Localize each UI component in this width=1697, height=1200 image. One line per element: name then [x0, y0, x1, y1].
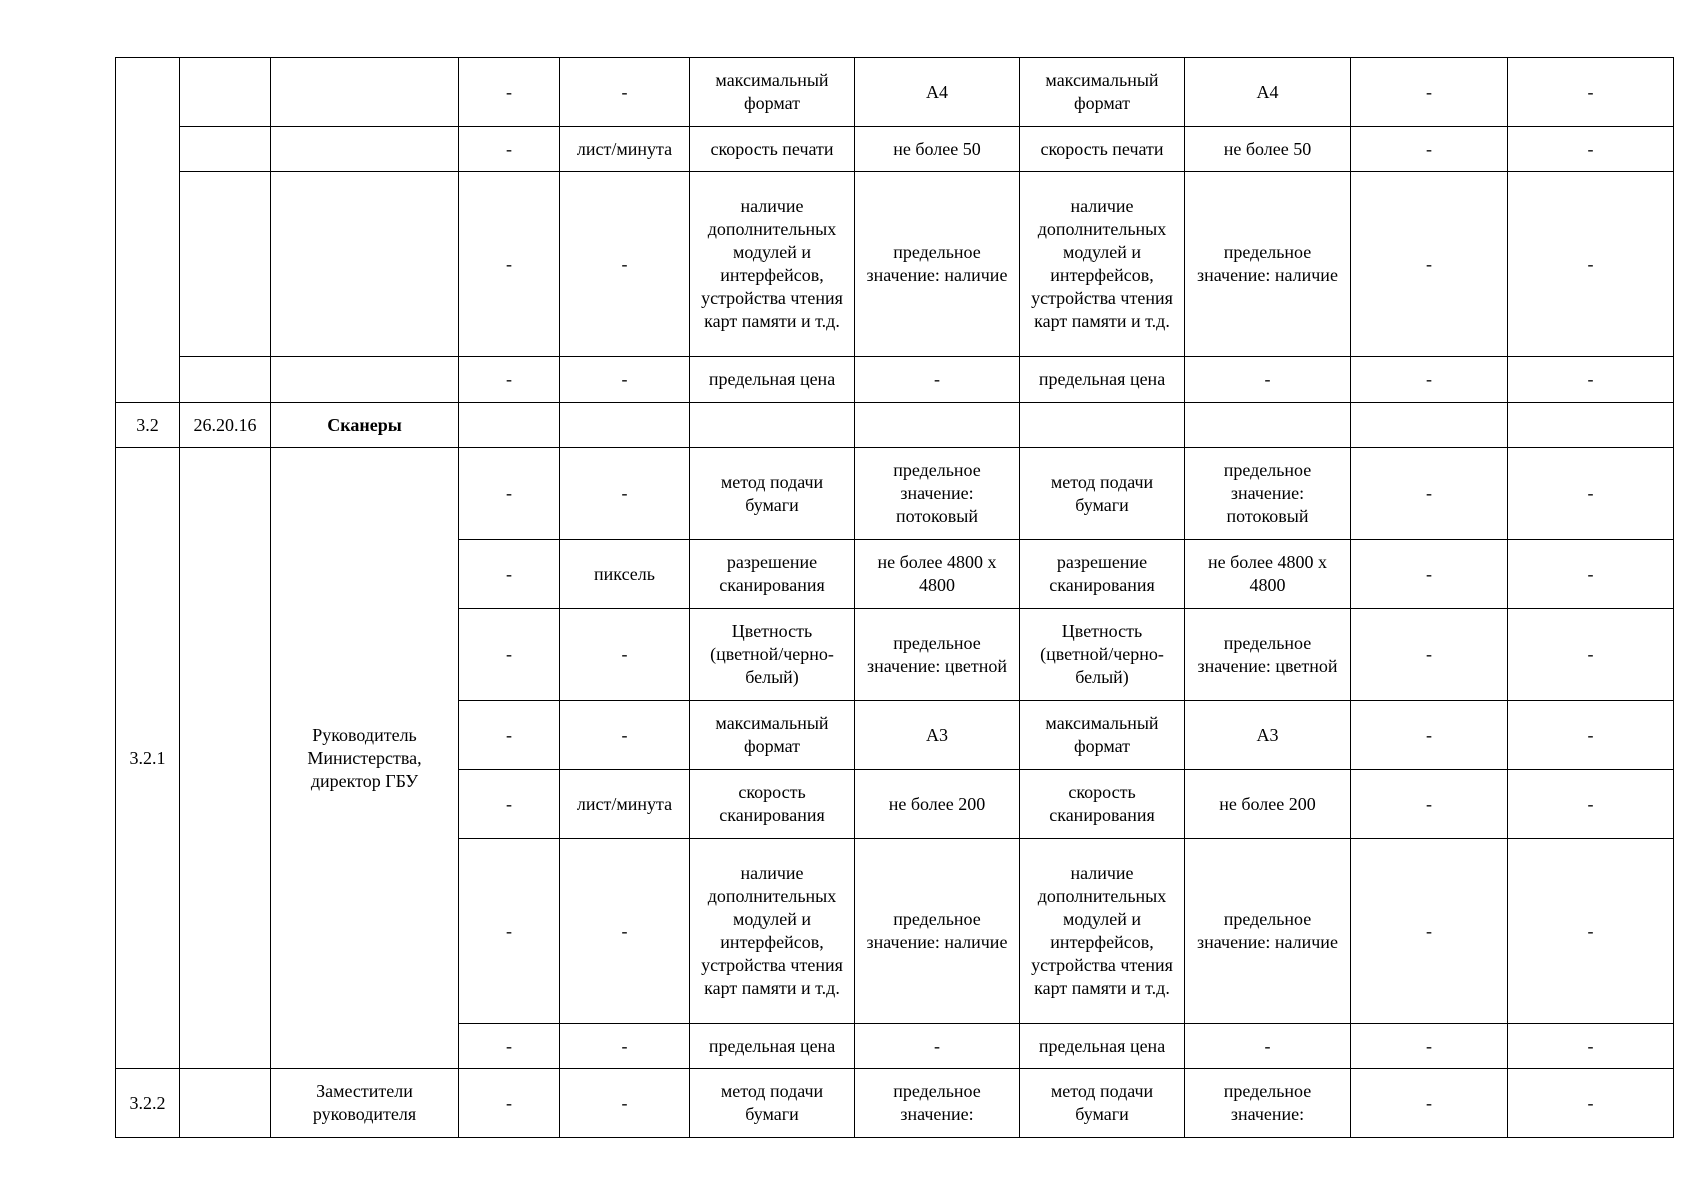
function-cell: - — [1508, 127, 1674, 172]
position-cell — [271, 127, 459, 172]
value-cell: - — [855, 357, 1020, 403]
characteristic-cell: метод подачи бумаги — [690, 1069, 855, 1138]
function-cell: - — [1508, 58, 1674, 127]
unit-code-cell: - — [459, 609, 560, 701]
characteristic-cell: предельная цена — [690, 357, 855, 403]
value-cell: не более 4800 х 4800 — [1185, 540, 1351, 609]
table-row — [116, 58, 1674, 127]
characteristic-cell: скорость сканирования — [1020, 770, 1185, 839]
okpd-code-cell — [180, 172, 271, 357]
value-cell: предельное значение: потоковый — [855, 448, 1020, 540]
table-row — [116, 172, 1674, 357]
value-cell: - — [855, 1024, 1020, 1069]
characteristic-cell: Цветность (цветной/черно-белый) — [1020, 609, 1185, 701]
value-cell: не более 50 — [855, 127, 1020, 172]
characteristic-cell: наличие дополнительных модулей и интерфейсов, устройства чтения карт памяти и т.д. — [690, 172, 855, 357]
unit-name-cell: - — [560, 357, 690, 403]
value-cell: - — [1185, 357, 1351, 403]
function-cell: - — [1508, 1024, 1674, 1069]
unit-code-cell: - — [459, 1069, 560, 1138]
item-number-cell: 3.2.2 — [116, 1069, 180, 1138]
characteristic-cell: максимальный формат — [690, 58, 855, 127]
section-title-cell: Сканеры — [271, 403, 459, 448]
justification-cell: - — [1351, 770, 1508, 839]
unit-code-cell: - — [459, 58, 560, 127]
characteristic-cell: наличие дополнительных модулей и интерфейсов, устройства чтения карт памяти и т.д. — [1020, 172, 1185, 357]
characteristic-cell: наличие дополнительных модулей и интерфейсов, устройства чтения карт памяти и т.д. — [1020, 839, 1185, 1024]
value-cell: - — [1185, 1024, 1351, 1069]
okpd-code-cell — [180, 357, 271, 403]
characteristic-cell: предельная цена — [690, 1024, 855, 1069]
justification-cell: - — [1351, 172, 1508, 357]
characteristic-cell: наличие дополнительных модулей и интерфейсов, устройства чтения карт памяти и т.д. — [690, 839, 855, 1024]
value-cell: предельное значение: наличие — [855, 172, 1020, 357]
characteristic-cell: скорость печати — [690, 127, 855, 172]
characteristic-cell: максимальный формат — [1020, 701, 1185, 770]
characteristic-cell: метод подачи бумаги — [1020, 1069, 1185, 1138]
characteristic-cell: предельная цена — [1020, 357, 1185, 403]
characteristic-cell: максимальный формат — [1020, 58, 1185, 127]
justification-cell: - — [1351, 127, 1508, 172]
position-cell: Руководитель Министерства, директор ГБУ — [271, 448, 459, 1069]
characteristic-cell: предельная цена — [1020, 1024, 1185, 1069]
section-row — [116, 403, 1674, 448]
justification-cell: - — [1351, 540, 1508, 609]
unit-code-cell: - — [459, 357, 560, 403]
okpd-code-cell: 26.20.16 — [180, 403, 271, 448]
unit-name-cell: пиксель — [560, 540, 690, 609]
unit-name-cell: - — [560, 1069, 690, 1138]
unit-name-cell: лист/минута — [560, 770, 690, 839]
okpd-code-cell — [180, 58, 271, 127]
justification-cell: - — [1351, 609, 1508, 701]
item-number-cell: 3.2.1 — [116, 448, 180, 1069]
value-cell: предельное значение: — [1185, 1069, 1351, 1138]
unit-name-cell: - — [560, 58, 690, 127]
table-row — [116, 1069, 1674, 1138]
characteristic-cell: разрешение сканирования — [1020, 540, 1185, 609]
function-cell: - — [1508, 448, 1674, 540]
unit-name-cell: - — [560, 609, 690, 701]
characteristic-cell: метод подачи бумаги — [1020, 448, 1185, 540]
function-cell: - — [1508, 770, 1674, 839]
value-cell: не более 200 — [855, 770, 1020, 839]
unit-code-cell: - — [459, 127, 560, 172]
value-cell: А4 — [1185, 58, 1351, 127]
unit-code-cell: - — [459, 701, 560, 770]
position-cell — [271, 58, 459, 127]
justification-cell: - — [1351, 1024, 1508, 1069]
item-number-cell: 3.2 — [116, 403, 180, 448]
function-cell: - — [1508, 609, 1674, 701]
unit-name-cell: лист/минута — [560, 127, 690, 172]
table-row — [116, 357, 1674, 403]
characteristic-cell: скорость сканирования — [690, 770, 855, 839]
function-cell: - — [1508, 172, 1674, 357]
characteristic-cell: скорость печати — [1020, 127, 1185, 172]
value-cell: предельное значение: наличие — [855, 839, 1020, 1024]
okpd-code-cell — [180, 1069, 271, 1138]
unit-code-cell: - — [459, 770, 560, 839]
position-cell — [271, 172, 459, 357]
characteristic-cell: Цветность (цветной/черно-белый) — [690, 609, 855, 701]
okpd-code-cell — [180, 448, 271, 1069]
position-cell — [271, 357, 459, 403]
value-cell: не более 200 — [1185, 770, 1351, 839]
function-cell: - — [1508, 1069, 1674, 1138]
value-cell: предельное значение: наличие — [1185, 839, 1351, 1024]
unit-name-cell: - — [560, 701, 690, 770]
characteristic-cell: разрешение сканирования — [690, 540, 855, 609]
value-cell: А4 — [855, 58, 1020, 127]
unit-code-cell: - — [459, 1024, 560, 1069]
value-cell: предельное значение: цветной — [855, 609, 1020, 701]
value-cell: предельное значение: — [855, 1069, 1020, 1138]
table-row — [116, 448, 1674, 540]
value-cell: не более 50 — [1185, 127, 1351, 172]
unit-code-cell: - — [459, 839, 560, 1024]
function-cell: - — [1508, 839, 1674, 1024]
characteristic-cell: максимальный формат — [690, 701, 855, 770]
value-cell: предельное значение: цветной — [1185, 609, 1351, 701]
value-cell: предельное значение: наличие — [1185, 172, 1351, 357]
okpd-code-cell — [180, 127, 271, 172]
unit-name-cell: - — [560, 839, 690, 1024]
item-number-cell — [116, 58, 180, 403]
value-cell: предельное значение: потоковый — [1185, 448, 1351, 540]
function-cell: - — [1508, 701, 1674, 770]
justification-cell: - — [1351, 839, 1508, 1024]
characteristic-cell: метод подачи бумаги — [690, 448, 855, 540]
standards-table — [115, 57, 1674, 1138]
value-cell: А3 — [1185, 701, 1351, 770]
justification-cell: - — [1351, 58, 1508, 127]
justification-cell: - — [1351, 357, 1508, 403]
unit-name-cell: - — [560, 448, 690, 540]
value-cell: А3 — [855, 701, 1020, 770]
table-row — [116, 127, 1674, 172]
justification-cell: - — [1351, 1069, 1508, 1138]
justification-cell: - — [1351, 701, 1508, 770]
justification-cell: - — [1351, 448, 1508, 540]
unit-name-cell: - — [560, 1024, 690, 1069]
value-cell: не более 4800 х 4800 — [855, 540, 1020, 609]
unit-code-cell: - — [459, 448, 560, 540]
function-cell: - — [1508, 540, 1674, 609]
unit-code-cell: - — [459, 540, 560, 609]
unit-code-cell: - — [459, 172, 560, 357]
unit-name-cell: - — [560, 172, 690, 357]
position-cell: Заместители руководителя — [271, 1069, 459, 1138]
function-cell: - — [1508, 357, 1674, 403]
